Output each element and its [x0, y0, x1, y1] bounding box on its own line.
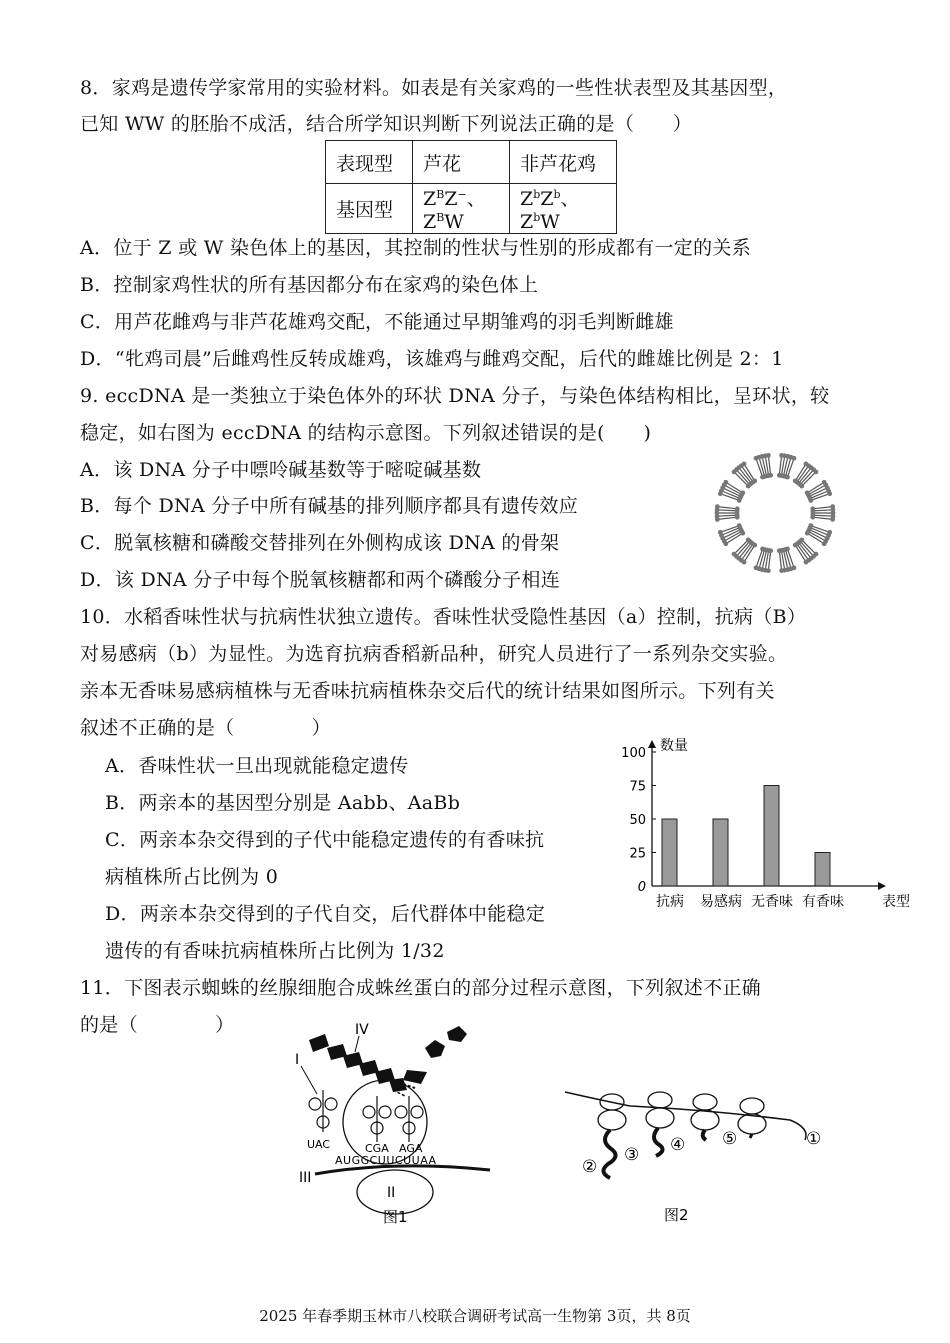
backbone-bead [814, 469, 819, 474]
backbone-bead [804, 560, 809, 565]
y-tick-label: 50 [629, 813, 646, 828]
label-4: ④ [670, 1135, 686, 1155]
page-footer: 2025 年春季期玉林市八校联合调研考试高一生物第 3页，共 8页 [259, 1307, 691, 1325]
label-iv: IV [355, 1022, 369, 1038]
x-tick-label: 有香味 [802, 894, 844, 910]
y-tick-label: 100 [621, 746, 646, 761]
free-amino-acid [425, 1040, 445, 1058]
backbone-bead [718, 530, 723, 535]
q8-stem-line1: 8．家鸡是遗传学家常用的实验材料。如表是有关家鸡的一些性状表型及其基因型， [80, 77, 788, 99]
polypeptide-chain [654, 1128, 663, 1156]
backbone-bead [779, 568, 784, 573]
base-pair-stick [779, 455, 781, 475]
base-pair-stick [813, 507, 833, 509]
figure-2-caption: 图2 [664, 1206, 689, 1224]
base-pair-stick [717, 517, 737, 519]
label-ii: II [387, 1185, 396, 1201]
base-pair-stick [768, 551, 770, 571]
q9-option-b: B．每个 DNA 分子中所有碱基的排列顺序都具有遗传效应 [80, 495, 579, 517]
backbone-bead [792, 456, 797, 461]
base-pair-stick [800, 470, 813, 485]
trna-anticodon: UAC [307, 1138, 331, 1151]
backbone-bead [768, 473, 773, 478]
table-cell-genotype-barred: $Z^BZ^-$、$Z^BW$ [413, 184, 510, 234]
label-i: I [295, 1052, 300, 1068]
polypeptide-chain [703, 1130, 706, 1140]
backbone-bead [808, 498, 813, 503]
backbone-bead [715, 504, 720, 509]
backbone-bead [723, 480, 728, 485]
label-5: ⑤ [722, 1129, 738, 1149]
free-amino-acid [447, 1026, 467, 1042]
x-axis-label: 表型 [882, 894, 910, 910]
base-pair-stick [734, 540, 748, 554]
trna-on-ribosome [363, 1096, 423, 1142]
polypeptide-chain [603, 1130, 615, 1178]
backbone-bead [777, 548, 782, 553]
table-cell-genotype-nonbarred: $Z^bZ^b$、$Z^bW$ [510, 184, 617, 234]
backbone-bead [827, 491, 832, 496]
q8-option-b: B．控制家鸡性状的所有基因都分布在家鸡的染色体上 [80, 274, 539, 296]
q10-stem-line2: 对易感病（b）为显性。为选育抗病香稻新品种，研究人员进行了一系列杂交实验。 [80, 643, 788, 665]
eccdna-ring-figure [700, 438, 850, 588]
backbone-bead [785, 475, 790, 480]
q8-option-d: D．“牝鸡司晨”后雌鸡性反转成雄鸡，该雄鸡与雌鸡交配，后代的雌雄比例是 2：1 [80, 348, 784, 370]
table-cell: 基因型 [326, 184, 413, 234]
q10-option-a: A．香味性状一旦出现就能稳定遗传 [105, 755, 409, 777]
bar-有香味 [815, 853, 830, 887]
base-pair-stick [717, 510, 737, 511]
backbone-bead [746, 538, 751, 543]
base-pair-stick [734, 472, 748, 486]
base-pair-stick [802, 540, 816, 554]
backbone-bead [737, 523, 742, 528]
ribosome [598, 1092, 766, 1134]
table-cell: 芦花 [413, 141, 510, 184]
bar-无香味 [764, 786, 779, 887]
label-3: ③ [624, 1145, 640, 1165]
backbone-bead [742, 462, 747, 467]
x-axis-arrow [878, 882, 886, 890]
backbone-bead [740, 490, 745, 495]
polypeptide-chain [309, 1034, 407, 1092]
x-tick-label: 易感病 [700, 894, 742, 910]
phenotype-bar-chart [610, 728, 910, 910]
q11-stem-line1: 11．下图表示蜘蛛的丝腺细胞合成蛛丝蛋白的部分过程示意图，下列叙述不正确 [80, 977, 761, 999]
q10-stem-line4: 叙述不正确的是（ ） [80, 717, 331, 739]
backbone-bead [822, 541, 827, 546]
base-pair-stick [736, 470, 749, 485]
q8-stem-line2: 已知 WW 的胚胎不成活，结合所学知识判断下列说法正确的是（ ） [80, 113, 693, 135]
bar-抗病 [662, 819, 677, 886]
y-axis-arrow [648, 740, 656, 748]
figure-1-translation-diagram [285, 1022, 500, 1232]
base-pair-stick [800, 541, 813, 556]
y-tick-label: 25 [629, 846, 646, 862]
backbone-bead [830, 517, 835, 522]
backbone-bead [805, 531, 810, 536]
table-row [326, 184, 617, 234]
q10-option-b: B．两亲本的基因型分别是 Aabb、AaBb [105, 792, 461, 814]
q8-option-a: A．位于 Z 或 W 染色体上的基因，其控制的性状与性别的形成都有一定的关系 [80, 237, 752, 259]
table-cell: 表现型 [326, 141, 413, 184]
q10-stem-line1: 10．水稻香味性状与抗病性状独立遗传。香味性状受隐性基因（a）控制，抗病（B） [80, 606, 807, 628]
q9-option-c: C．脱氧核糖和磷酸交替排列在外侧构成该 DNA 的骨架 [80, 532, 560, 554]
backbone-bead [793, 543, 798, 548]
y-axis-label: 数量 [660, 738, 688, 754]
table-row [326, 141, 617, 184]
figure-1-caption: 图1 [383, 1208, 408, 1226]
base-pair-stick [768, 455, 770, 475]
label-1: ① [806, 1129, 822, 1149]
polypeptide-chain [750, 1134, 752, 1138]
base-pair-stick [813, 517, 833, 519]
bar-易感病 [713, 819, 728, 886]
label-iii: III [299, 1170, 312, 1186]
q9-stem-line2: 稳定，如右图为 eccDNA 的结构示意图。下列叙述错误的是( ) [80, 422, 652, 444]
genotype-table [325, 140, 617, 234]
base-pair-stick [736, 541, 749, 556]
q10-option-c-line2: 病植株所占比例为 0 [105, 866, 279, 888]
x-tick-label: 抗病 [656, 894, 684, 910]
x-tick-label: 无香味 [751, 894, 793, 910]
q10-option-c-line1: C．两亲本杂交得到的子代中能稳定遗传的有香味抗 [105, 829, 545, 851]
figure-2-polysome-diagram [560, 1080, 840, 1230]
backbone-bead [760, 546, 765, 551]
y-tick-label: 0 [637, 880, 646, 895]
y-tick-label: 75 [629, 779, 646, 795]
q8-option-c: C．用芦花雌鸡与非芦花雄鸡交配，不能通过早期雏鸡的羽毛判断雌雄 [80, 311, 674, 333]
trna-anticodon: CGA [365, 1142, 389, 1155]
backbone-bead [754, 565, 759, 570]
backbone-bead [799, 484, 804, 489]
trna-anticodon: AGA [399, 1142, 423, 1155]
q10-option-d-line2: 遗传的有香味抗病植株所占比例为 1/32 [105, 940, 445, 962]
q9-option-a: A．该 DNA 分子中嘌呤碱基数等于嘧啶碱基数 [80, 459, 482, 481]
base-pair-stick [802, 472, 816, 486]
backbone-bead [766, 453, 771, 458]
backbone-bead [732, 552, 737, 557]
q10-option-d-line1: D．两亲本杂交得到的子代自交，后代群体中能稳定 [105, 903, 546, 925]
base-pair-stick [779, 551, 781, 571]
label-2: ② [582, 1157, 598, 1177]
base-pair-stick [813, 510, 833, 511]
q9-stem-line1: 9. eccDNA 是一类独立于染色体外的环状 DNA 分子，与染色体结构相比，呈环状，较 [80, 385, 830, 407]
amino-acid [403, 1070, 427, 1084]
mrna-sequence: AUGGCUUCUUAA [335, 1154, 437, 1167]
backbone-bead [810, 515, 815, 520]
base-pair-stick [717, 507, 737, 509]
base-pair-stick [717, 515, 737, 516]
q11-stem-line2: 的是（ ） [80, 1014, 235, 1036]
q9-option-d: D．该 DNA 分子中每个脱氧核糖都和两个磷酸分子相连 [80, 569, 560, 591]
trna-cloverleaf [309, 1090, 337, 1132]
q10-stem-line3: 亲本无香味易感病植株与无香味抗病植株杂交后代的统计结果如图所示。下列有关 [80, 680, 775, 702]
table-cell: 非芦花鸡 [510, 141, 617, 184]
backbone-bead [735, 506, 740, 511]
base-pair-stick [813, 515, 833, 516]
backbone-bead [752, 478, 757, 483]
